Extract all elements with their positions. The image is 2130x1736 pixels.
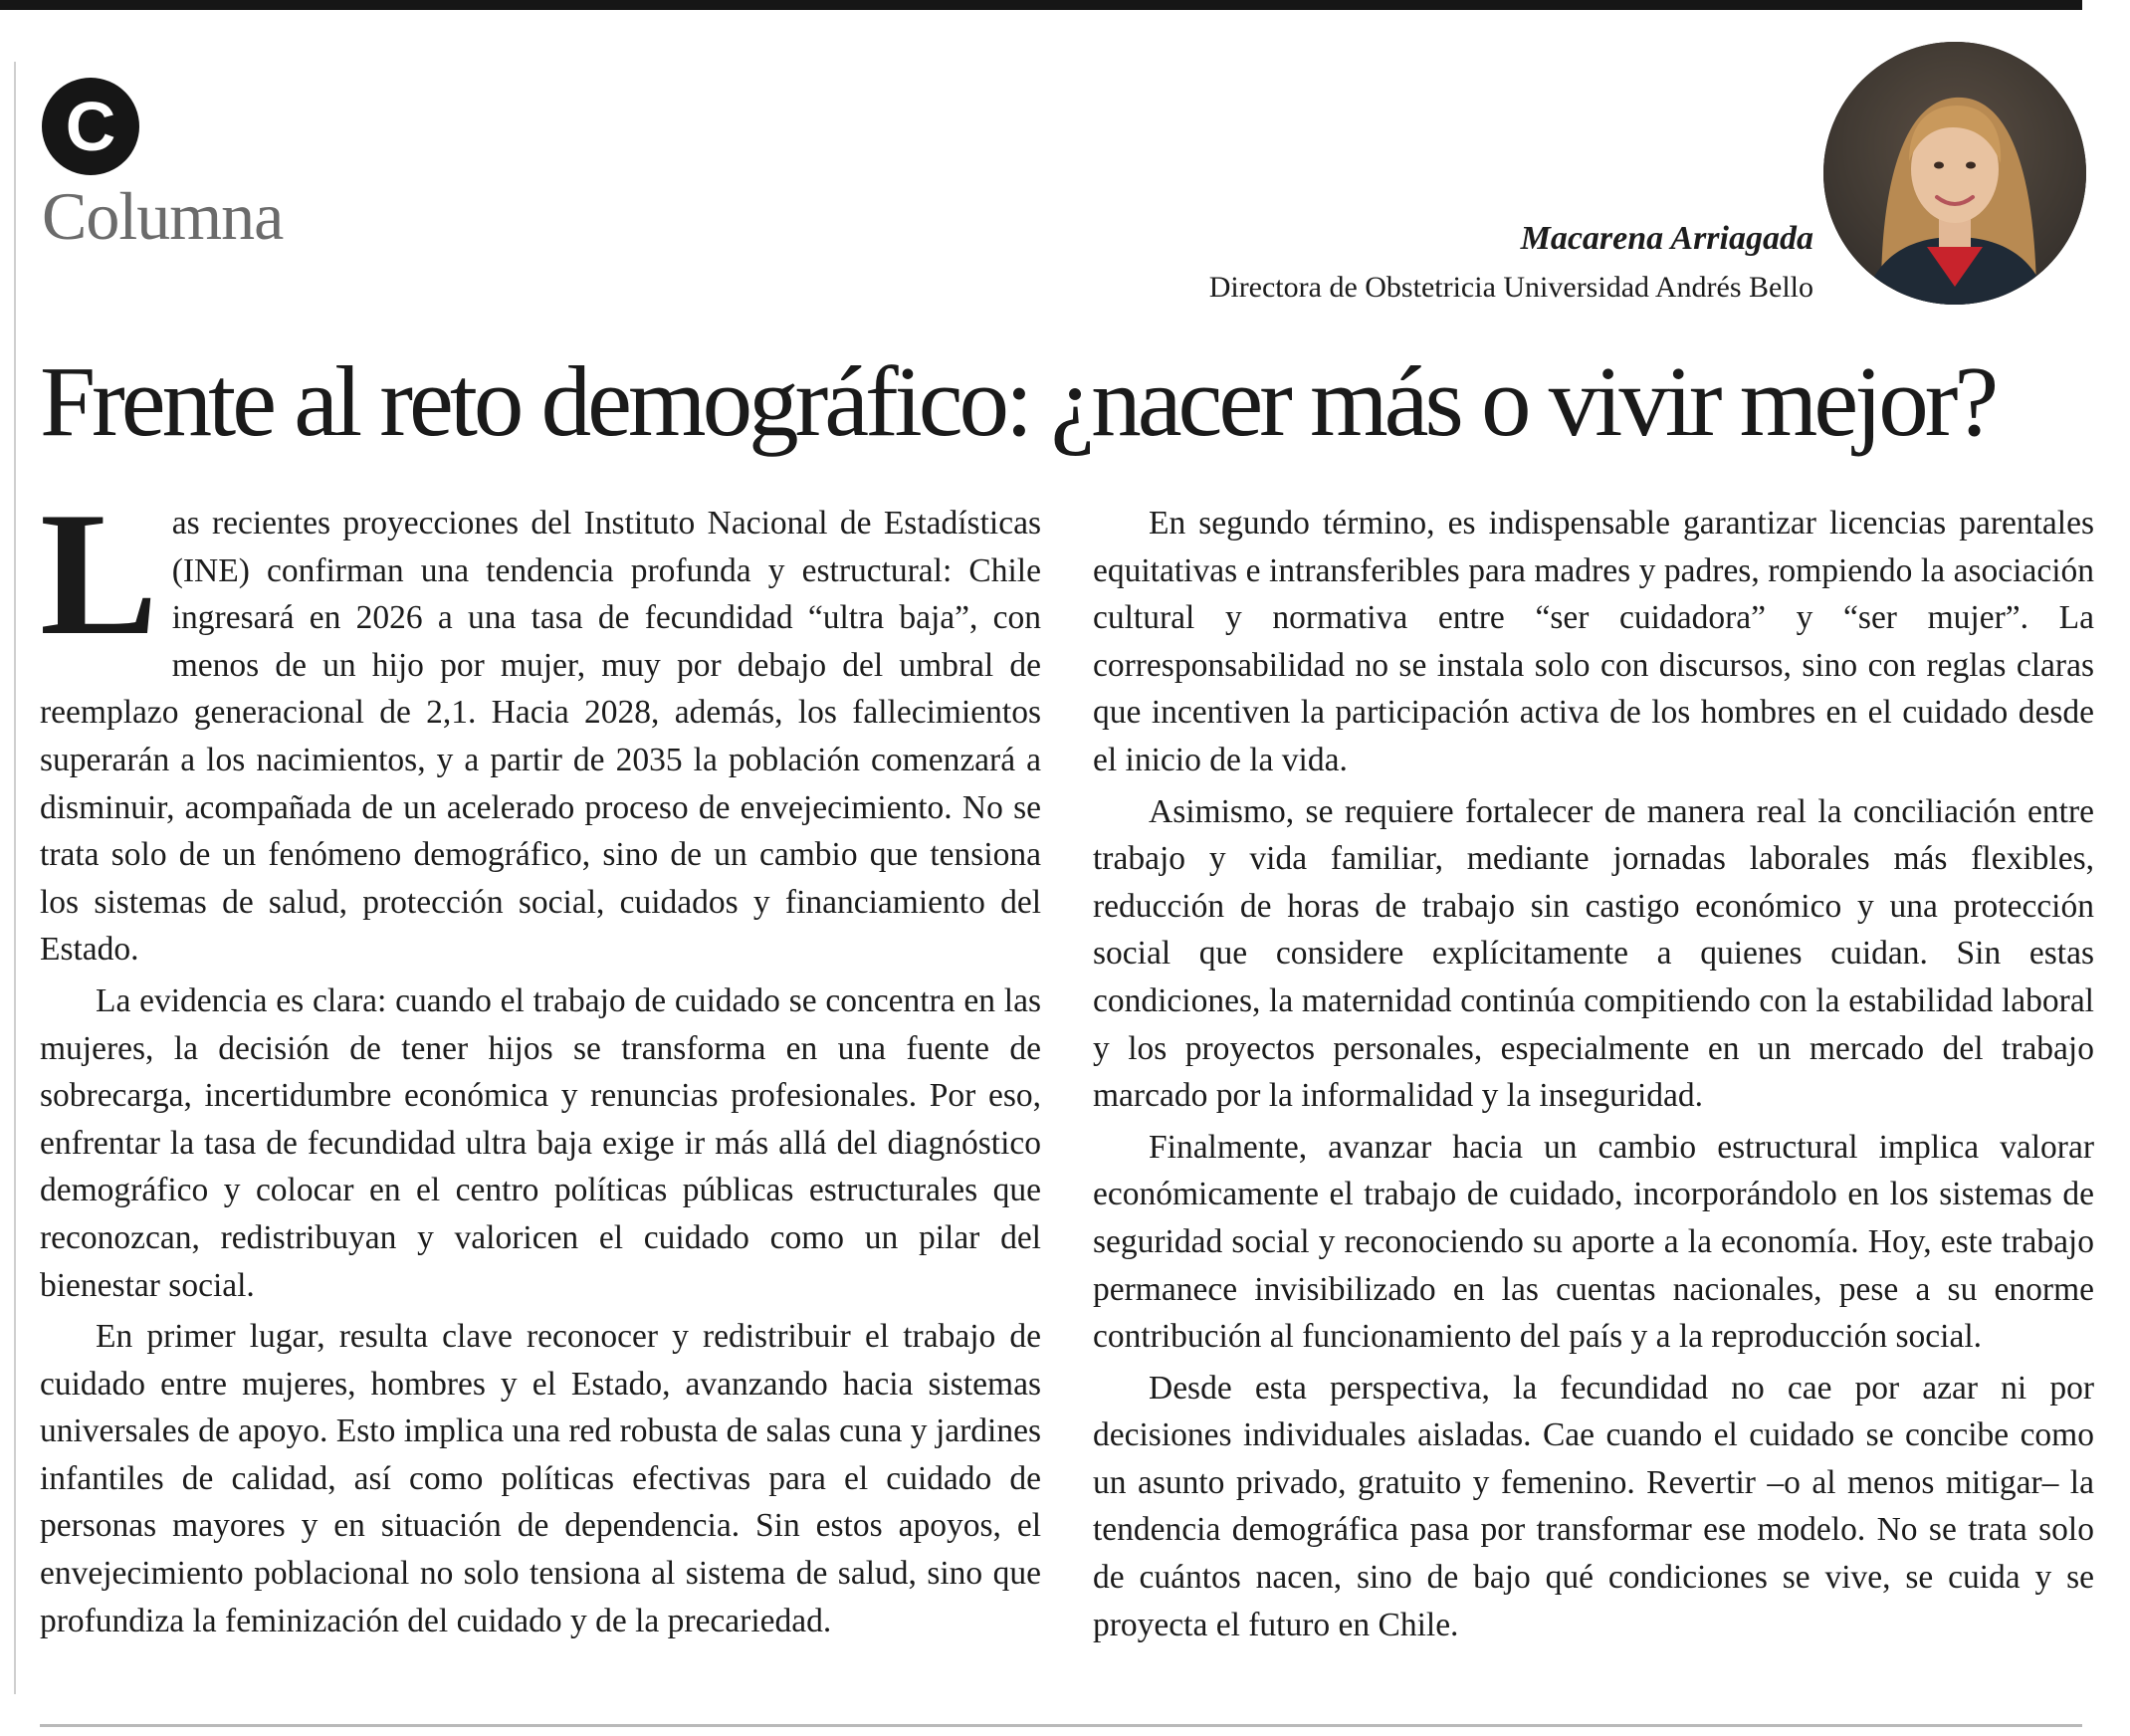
- article-paragraph: En segundo término, es indispensable garantizar licencias parentales equitativas e intransferibles para madres y padres, rompiendo la asociación cultural y normativa entre “ser cuidadora” y “ser mujer”. La corresponsabilidad no se instala solo con discursos, sino con reglas claras que incentiven la participación activa de los hombres en el cuidado desde el inicio de la vida.: [1093, 505, 2094, 778]
- article-paragraph: Asimismo, se requiere fortalecer de manera real la conciliación entre trabajo y vida familiar, mediante jornadas laborales más flexibles, reducción de horas de trabajo sin castigo económico y una protección social que considere explícitamente a quienes cuidan. Sin estas condiciones, la maternidad continúa compitiendo con la estabilidad laboral y los proyectos personales, especialmente en un mercado del trabajo marcado por la informalidad y la inseguridad.: [1093, 792, 2094, 1115]
- author-name: Macarena Arriagada: [1520, 220, 1813, 257]
- article-column-left: [40, 475, 1041, 1644]
- drop-cap: L: [40, 475, 158, 672]
- paragraph-text: as recientes proyecciones del Instituto Nacional de Estadísticas (INE) confirman una tendencia profunda y estructural: Chile ingresará en 2026 a una tasa de fecundidad “ultra baja”, con menos de un hijo por mujer, muy por debajo del umbral de reemplazo generacional de 2,1. Hacia 2028, además, los fallecimientos superarán a los nacimientos, y a partir de 2035 la población comenzará a disminuir, acompañada de un acelerado proceso de envejecimiento. No se trata solo de un fenómeno demográfico, sino de un cambio que tensiona los sistemas de salud, protección social, cuidados y financiamiento del Estado.: [40, 505, 1041, 969]
- left-margin-rule: [14, 62, 16, 1694]
- column-badge-letter: C: [65, 88, 116, 165]
- article-paragraph: Desde esta perspectiva, la fecundidad no cae por azar ni por decisiones individuales aisladas. Cae cuando el cuidado se concibe como un asunto privado, gratuito y femenino. Revertir –o al menos mitigar– la tendencia demográfica pasa por transformar ese modelo. No se trata solo de cuántos nacen, sino de bajo qué condiciones se vive, se cuida y se proyecta el futuro en Chile.: [1093, 1369, 2094, 1643]
- author-photo: [1823, 42, 2086, 305]
- headline: Frente al reto demográfico: ¿nacer más o vivir mejor?: [40, 345, 1996, 457]
- article-column-right: [1093, 500, 2094, 1648]
- article-paragraph: Finalmente, avanzar hacia un cambio estructural implica valorar económicamente el trabajo de cuidado, incorporándolo en los sistemas de seguridad social y reconociendo su aporte a la economía. Hoy, este trabajo permanece invisibilizado en las cuentas nacionales, pese a su enorme contribución al funcionamiento del país y a la reproducción social.: [1093, 1128, 2094, 1356]
- article-paragraph: [40, 475, 1041, 974]
- section-label: Columna: [42, 178, 284, 254]
- author-role: Directora de Obstetricia Universidad Andrés Bello: [1208, 271, 1813, 304]
- article-paragraph: En primer lugar, resulta clave reconocer y redistribuir el trabajo de cuidado entre mujeres, hombres y el Estado, avanzando hacia sistemas universales de apoyo. Esto implica una red robusta de salas cuna y jardines infantiles de calidad, así como políticas efectivas para el cuidado de personas mayores y en situación de dependencia. Sin estos apoyos, el envejecimiento poblacional no solo tensiona al sistema de salud, sino que profundiza la feminización del cuidado y de la precariedad.: [40, 1318, 1041, 1639]
- top-rule: [0, 0, 2082, 10]
- bottom-rule: [40, 1724, 2082, 1727]
- column-badge: [42, 78, 139, 175]
- author-byline: [1209, 217, 1813, 309]
- article-paragraph: La evidencia es clara: cuando el trabajo de cuidado se concentra en las mujeres, la decisión de tener hijos se transforma en una fuente de sobrecarga, incertidumbre económica y renuncias profesionales. Por eso, enfrentar la tasa de fecundidad ultra baja exige ir más allá del diagnóstico demográfico y colocar en el centro políticas públicas estructurales que reconozcan, redistribuyan y valoricen el cuidado como un pilar del bienestar social.: [40, 981, 1041, 1304]
